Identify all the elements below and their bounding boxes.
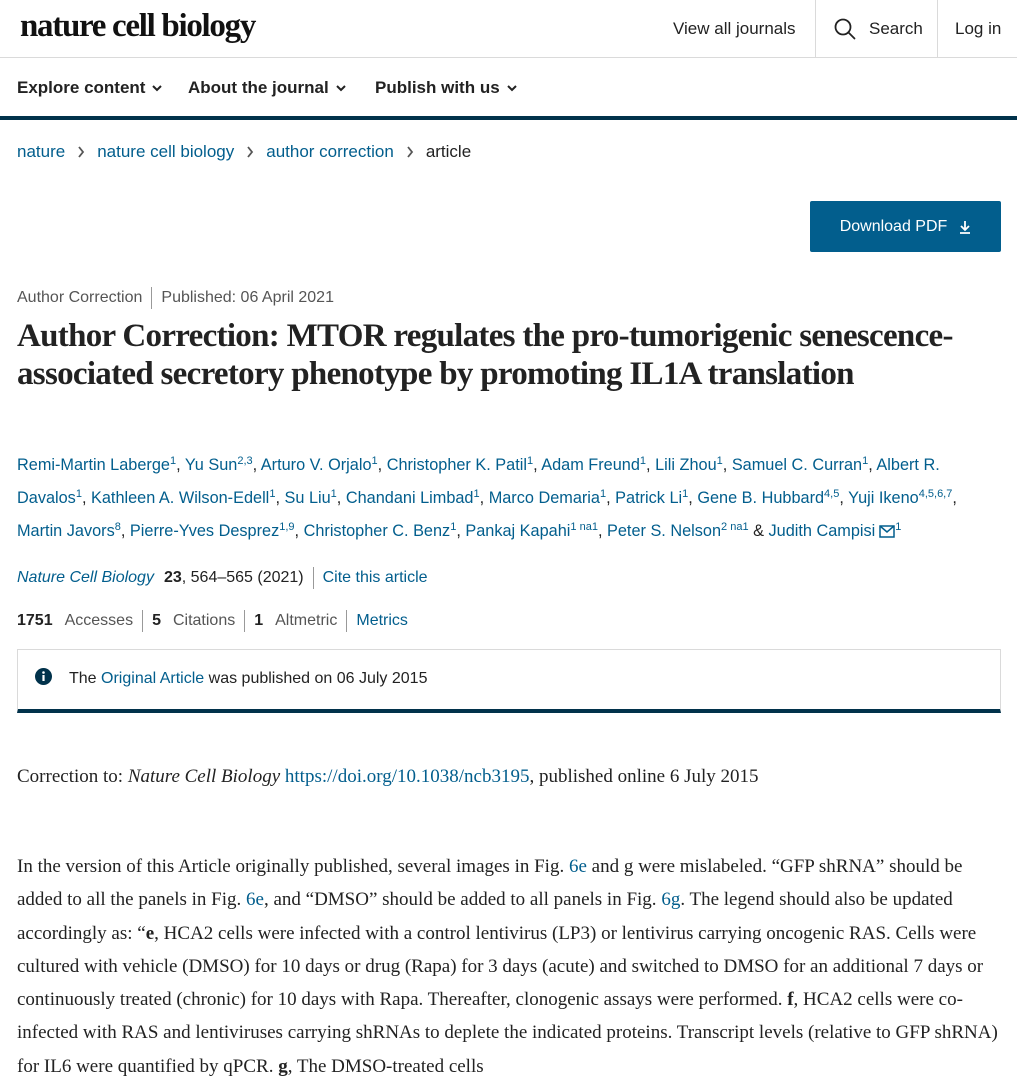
chevron-right-icon [406,146,414,158]
author-link[interactable]: Lili Zhou [655,456,717,474]
affiliation-link[interactable]: 1 [716,455,723,467]
correction-journal: Nature Cell Biology [127,766,281,787]
panel-label: f [787,989,794,1011]
original-article-link[interactable]: Original Article [101,670,205,687]
affiliation-link[interactable]: 4,5 [824,488,840,500]
chevron-down-icon [152,83,162,93]
affiliation-link[interactable]: 2 [721,521,728,533]
chevron-right-icon [246,146,254,158]
affiliation-link[interactable]: 1 [862,455,869,467]
affiliation-link[interactable]: 1 [599,488,607,500]
author-link[interactable]: Peter S. Nelson [607,522,722,540]
figure-link[interactable]: 6g [661,889,681,911]
author-link[interactable]: Yu Sun [184,456,238,474]
body-text: , HCA2 cells were co-infected with RAS and lentiviruses carrying shRNAs to deplete the indicated proteins. Transcript levels (relative to GFP shRNA) for IL6 were quantified by qPCR. [17,989,998,1076]
affiliation-link[interactable]: 1 [639,455,647,467]
download-pdf-button[interactable] [810,201,1001,252]
affiliation-link[interactable]: 1 [682,488,689,500]
affiliation-link[interactable]: 1 [169,455,177,467]
accesses-label: Accesses [64,612,134,629]
body-text: In the version of this Article originally published, several images in Fig. [17,856,565,877]
article-title: Author Correction: MTOR regulates the pro-tumorigenic senescence-associated secretory phenotype by promoting IL1A translation [17,318,953,392]
article-body [17,850,1007,1076]
chevron-down-icon [336,83,346,93]
info-icon [35,668,52,685]
nav-item-label: Publish with us [375,78,500,97]
author-link[interactable]: Arturo V. Orjalo [260,456,372,474]
journal-logo[interactable]: nature cell biology [20,8,256,44]
nav-explore-content[interactable] [17,78,162,98]
author-link[interactable]: Judith Campisi [768,522,876,540]
author-link[interactable]: Pierre-Yves Desprez [129,522,280,540]
affiliation-link[interactable]: 1 [895,521,902,533]
volume: 23 [163,569,182,586]
author-link[interactable]: Su Liu [284,489,331,507]
body-text: , The DMSO-treated cells [287,1055,484,1076]
metrics-link[interactable]: Metrics [356,612,408,629]
view-all-journals-link[interactable]: View all journals [673,19,796,38]
cite-this-article-link[interactable]: Cite this article [322,569,428,586]
notice-post: was published on 06 July 2015 [208,670,428,687]
citations-label: Citations [172,612,236,629]
affiliation-link[interactable]: 1,9 [279,521,295,533]
affiliation-link[interactable]: 1 [473,488,480,500]
metrics-bar [17,610,408,632]
breadcrumb-current: article [425,142,472,161]
panel-label: e [145,922,155,944]
doi-link[interactable]: https://doi.org/10.1038/ncb3195 [284,766,530,787]
site-header [0,0,1017,58]
divider [313,567,314,589]
author-link[interactable]: Pankaj Kapahi [465,522,571,540]
panel-label: g [278,1055,288,1076]
notice-pre: The [69,670,97,687]
author-link[interactable]: Remi-Martin Laberge [17,456,170,474]
chevron-down-icon [507,83,517,93]
author-link[interactable]: Kathleen A. Wilson-Edell [91,489,270,507]
divider [346,610,347,632]
equal-contribution-link[interactable]: na1 [730,521,749,533]
download-icon [959,220,971,234]
affiliation-link[interactable]: 1 [371,455,378,467]
nav-item-label: Explore content [17,78,146,97]
search-icon [834,18,856,40]
breadcrumb [17,142,471,162]
nav-about-journal[interactable] [188,78,346,98]
affiliation-link[interactable]: 1 [450,521,457,533]
affiliation-link[interactable]: 1 [75,488,82,500]
body-text: , and “DMSO” should be added to all panels in Fig. [263,889,657,911]
altmetric-count: 1 [254,612,264,629]
chevron-right-icon [77,146,85,158]
divider [142,610,143,632]
author-link[interactable]: Martin Javors [17,522,115,540]
author-link[interactable]: Chandani Limbad [345,489,474,507]
equal-contribution-link[interactable]: na1 [579,521,598,533]
affiliation-link[interactable]: 1 [570,521,577,533]
body-text: , HCA2 cells were infected with a control lentivirus (LP3) or lentivirus carrying oncogenic RAS. Cells were cultured with vehicle (DMSO) for 10 days or drug (Rapa) for 3 days (acute) and switched to DMSO for an additional 7 days or continuously treated (chronic) for 10 days with Rapa. Thereafter, clonogenic assays were performed. [17,922,984,1011]
body-text: and g were mislabeled. “GFP shRNA” should be added to all the panels in Fig. [17,856,963,911]
login-link[interactable]: Log in [955,19,1002,38]
citations-count: 5 [152,612,161,629]
affiliation-link[interactable]: 1 [526,455,534,467]
breadcrumb-link-author-correction[interactable]: author correction [266,142,394,161]
correction-label: Correction to: [17,766,124,787]
author-link[interactable]: Christopher C. Benz [303,522,451,540]
published-date: Published: 06 April 2021 [161,289,334,306]
nav-item-label: About the journal [188,78,329,97]
notice-text [69,670,427,688]
affiliation-link[interactable]: 1 [330,488,337,500]
nav-publish-with-us[interactable] [375,78,517,98]
accesses-count: 1751 [17,612,53,629]
pages-year: , 564–565 (2021) [181,569,304,586]
divider [151,287,152,309]
journal-link[interactable]: Nature Cell Biology [17,569,154,586]
author-list: Remi-Martin Laberge$^1$, Yu Sun$^{2,3}$, Arturo V. Orjalo$^1$, Christopher K. Patil$^1$, Adam Freund$^1$, Lili Zhou$^1$, Samuel C. Curran$^1$, Albert R. Davalos$^1$, Kathleen A. Wilson-Edell$^1$, Su Liu$^1$, Chandani Limbad$^1$, Marco Demaria$^1$, Patrick Li$^1$, Gene B. Hubbard$^{4,5}$, Yuji Ikeno$^{4,5,6,7}$, Martin Javors$^8$, Pierre-Yves Desprez$^{1,9}$, Christopher C. Benz$^1$, Pankaj Kapahi$^{1 na1}$, Peter S. Nelson$^{2 na1}$ & Judith Campisi $^1$ [17,455,957,540]
article-meta [17,287,334,309]
ampersand: & [753,522,764,540]
author-link[interactable]: Yuji Ikeno [848,489,919,507]
breadcrumb-link-nature[interactable]: nature [17,142,66,161]
citation-line [17,567,428,589]
author-link[interactable]: Christopher K. Patil [386,456,527,474]
affiliation-link[interactable]: 4,5,6,7 [918,488,953,500]
affiliation-link[interactable]: 1 [269,488,276,500]
author-link[interactable]: Albert R. Davalos [17,456,940,507]
main-nav [0,58,1017,120]
affiliation-link[interactable]: 2,3 [237,455,253,467]
figure-link[interactable]: 6e [246,889,264,911]
altmetric-label: Altmetric [275,612,338,629]
author-link[interactable]: Marco Demaria [488,489,600,507]
author-link[interactable]: Adam Freund [541,456,640,474]
search-button[interactable] [815,0,938,58]
body-text: . The legend should also be updated accordingly as: “ [17,889,953,944]
article-type: Author Correction [17,289,143,306]
author-link[interactable]: Gene B. Hubbard [697,489,825,507]
author-link[interactable]: Samuel C. Curran [731,456,863,474]
correction-post: , published online 6 July 2015 [529,766,759,787]
author-link[interactable]: Patrick Li [615,489,683,507]
breadcrumb-link-journal[interactable]: nature cell biology [97,142,235,161]
original-article-notice [17,649,1001,713]
search-label: Search [869,19,923,38]
figure-link[interactable]: 6e [568,856,587,877]
download-pdf-label: Download PDF [839,217,948,235]
divider [244,610,245,632]
affiliation-link[interactable]: 8 [114,521,121,533]
email-icon[interactable] [879,525,895,538]
correction-to [17,766,759,788]
